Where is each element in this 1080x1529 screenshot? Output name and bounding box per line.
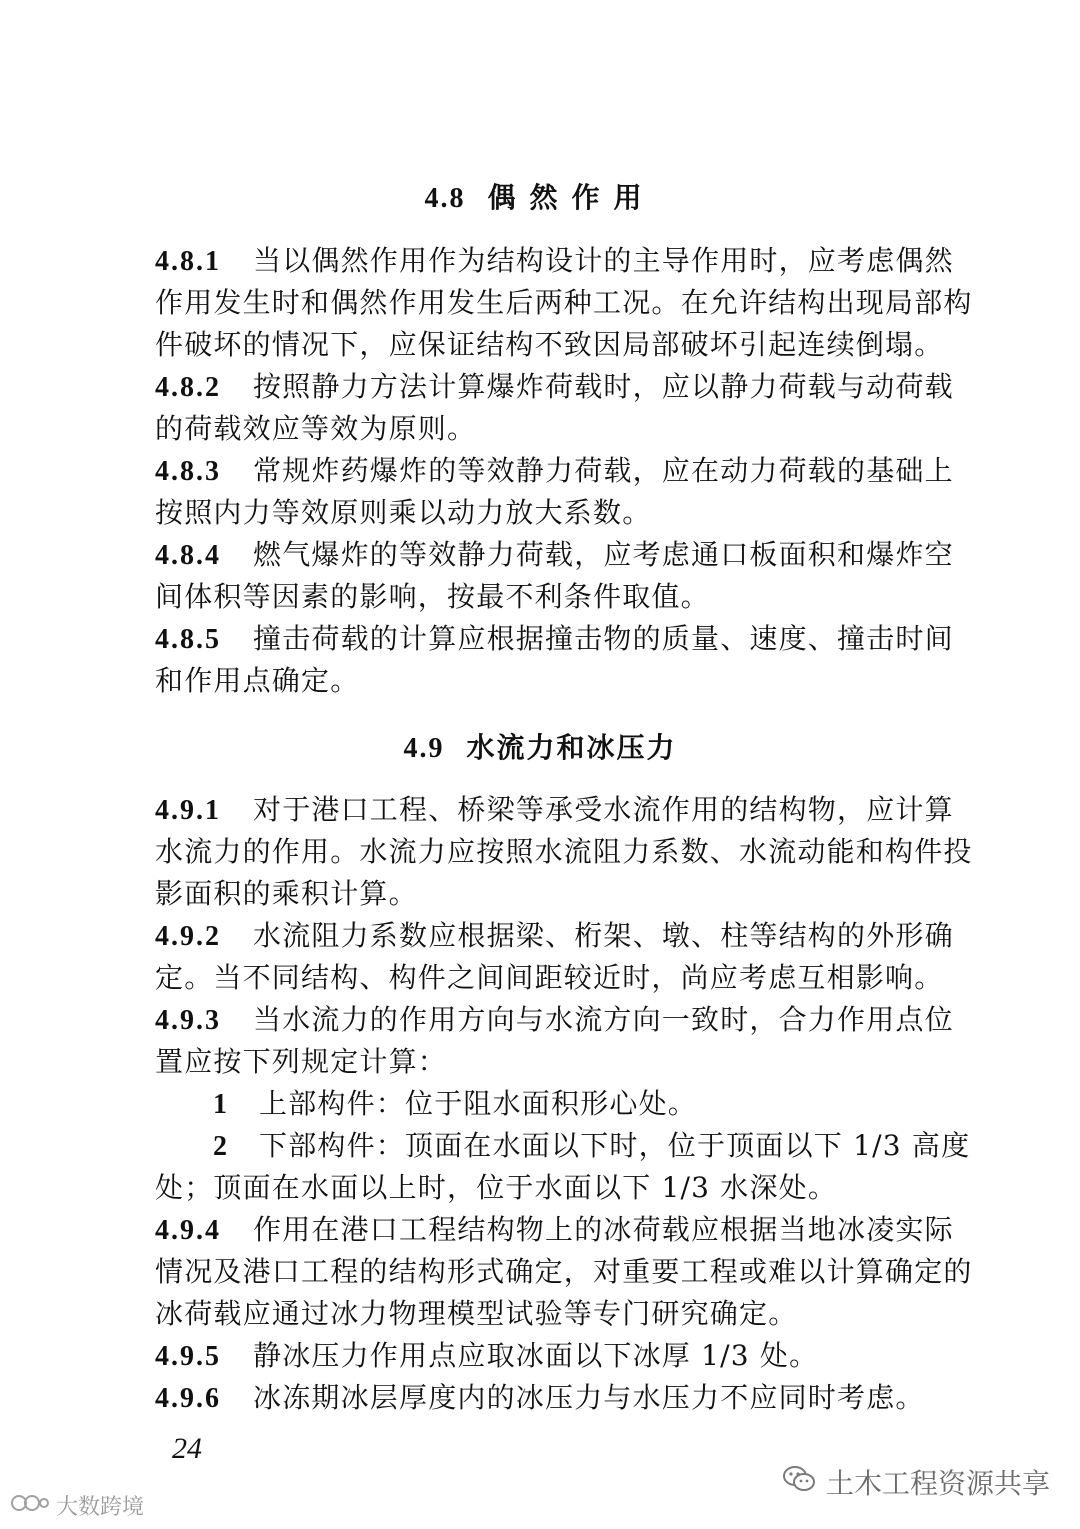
clause-number: 4.9.4 [155, 1215, 221, 1246]
page-number: 24 [172, 1432, 202, 1465]
clause-number: 4.9.3 [155, 1005, 221, 1036]
clause-4-8-1-line-1 [155, 241, 954, 282]
clause-4-8-4-line-2: 间体积等因素的影响，按最不利条件取值。 [155, 580, 710, 613]
watermark-left-text: 大数跨境 [56, 1495, 145, 1520]
clause-4-8-2-line-2: 的荷载效应等效为原则。 [155, 412, 477, 445]
section-heading-4-8 [0, 176, 1080, 216]
clause-4-8-3-line-2: 按照内力等效原则乘以动力放大系数。 [155, 496, 652, 529]
clause-text: 撞击荷载的计算应根据撞击物的质量、速度、撞击时间 [253, 622, 954, 655]
clause-4-9-3-item-1 [155, 1084, 945, 1125]
clause-number: 4.9.5 [155, 1341, 221, 1372]
clause-4-9-4-line-2: 情况及港口工程的结构形式确定，对重要工程或难以计算确定的 [155, 1255, 973, 1288]
clause-4-9-4-line-3: 冰荷载应通过冰力物理模型试验等专门研究确定。 [155, 1297, 798, 1330]
watermark-logo-icon [10, 1492, 50, 1520]
clause-text: 按照静力方法计算爆炸荷载时，应以静力荷载与动荷载 [253, 370, 954, 403]
wechat-icon [782, 1464, 816, 1501]
clause-text: 冰冻期冰层厚度内的冰压力与水压力不应同时考虑。 [253, 1381, 925, 1414]
item-number: 2 [213, 1131, 229, 1162]
clause-4-8-1-line-2: 作用发生时和偶然作用发生后两种工况。在允许结构出现局部构 [155, 286, 973, 319]
clause-4-8-1-line-3: 件破坏的情况下，应保证结构不致因局部破坏引起连续倒塌。 [155, 328, 944, 361]
clause-4-9-1-line-1 [155, 790, 954, 831]
clause-text: 常规炸药爆炸的等效静力荷载，应在动力荷载的基础上 [253, 454, 954, 487]
clause-4-9-6-line-1 [155, 1378, 945, 1419]
clause-4-9-4-line-1 [155, 1210, 954, 1251]
clause-text: 当以偶然作用作为结构设计的主导作用时，应考虑偶然 [253, 244, 954, 277]
section-title-text: 偶然作用 [487, 181, 656, 214]
clause-4-8-5-line-2: 和作用点确定。 [155, 664, 360, 697]
section-title-text: 水流力和冰压力 [466, 731, 677, 764]
clause-number: 4.8.3 [155, 456, 221, 487]
item-text: 上部构件：位于阻水面积形心处。 [259, 1087, 698, 1120]
clause-text: 作用在港口工程结构物上的冰荷载应根据当地冰凌实际 [253, 1213, 954, 1246]
clause-number: 4.9.1 [155, 795, 221, 826]
clause-4-9-3-item-2-line-1 [155, 1126, 971, 1167]
clause-4-8-2-line-1 [155, 367, 954, 408]
clause-number: 4.9.6 [155, 1383, 221, 1414]
item-number: 1 [213, 1089, 229, 1120]
clause-4-8-5-line-1 [155, 619, 954, 660]
clause-number: 4.8.5 [155, 624, 221, 655]
clause-text: 对于港口工程、桥梁等承受水流作用的结构物，应计算 [253, 793, 954, 826]
clause-number: 4.8.1 [155, 246, 221, 277]
clause-4-9-1-line-2: 水流力的作用。水流力应按照水流阻力系数、水流动能和构件投 [155, 835, 973, 868]
watermark-left [10, 1490, 144, 1521]
clause-number: 4.8.2 [155, 372, 221, 403]
clause-text: 水流阻力系数应根据梁、桁架、墩、柱等结构的外形确 [253, 919, 954, 952]
clause-4-9-5-line-1 [155, 1336, 945, 1377]
clause-number: 4.9.2 [155, 921, 221, 952]
clause-4-9-3-line-2: 置应按下列规定计算： [155, 1045, 448, 1078]
clause-number: 4.8.4 [155, 540, 221, 571]
clause-4-9-2-line-1 [155, 916, 954, 957]
watermark-right [782, 1462, 1050, 1502]
clause-4-9-1-line-3: 影面积的乘积计算。 [155, 877, 418, 910]
clause-4-9-3-line-1 [155, 1000, 954, 1041]
section-heading-4-9 [0, 726, 1080, 766]
clause-4-9-2-line-2: 定。当不同结构、构件之间间距较近时，尚应考虑互相影响。 [155, 961, 944, 994]
item-text: 下部构件：顶面在水面以下时，位于顶面以下 1/3 高度 [259, 1129, 971, 1162]
clause-4-8-4-line-1 [155, 535, 954, 576]
clause-text: 当水流力的作用方向与水流方向一致时，合力作用点位 [253, 1003, 954, 1036]
clause-4-9-3-item-2-line-2: 处；顶面在水面以上时，位于水面以下 1/3 水深处。 [155, 1171, 838, 1204]
section-number: 4.9 [403, 733, 445, 764]
watermark-right-text: 土木工程资源共享 [825, 1467, 1050, 1500]
clause-4-8-3-line-1 [155, 451, 954, 492]
section-number: 4.8 [424, 183, 466, 214]
clause-text: 静冰压力作用点应取冰面以下冰厚 1/3 处。 [253, 1339, 819, 1372]
clause-text: 燃气爆炸的等效静力荷载，应考虑通口板面积和爆炸空 [253, 538, 954, 571]
